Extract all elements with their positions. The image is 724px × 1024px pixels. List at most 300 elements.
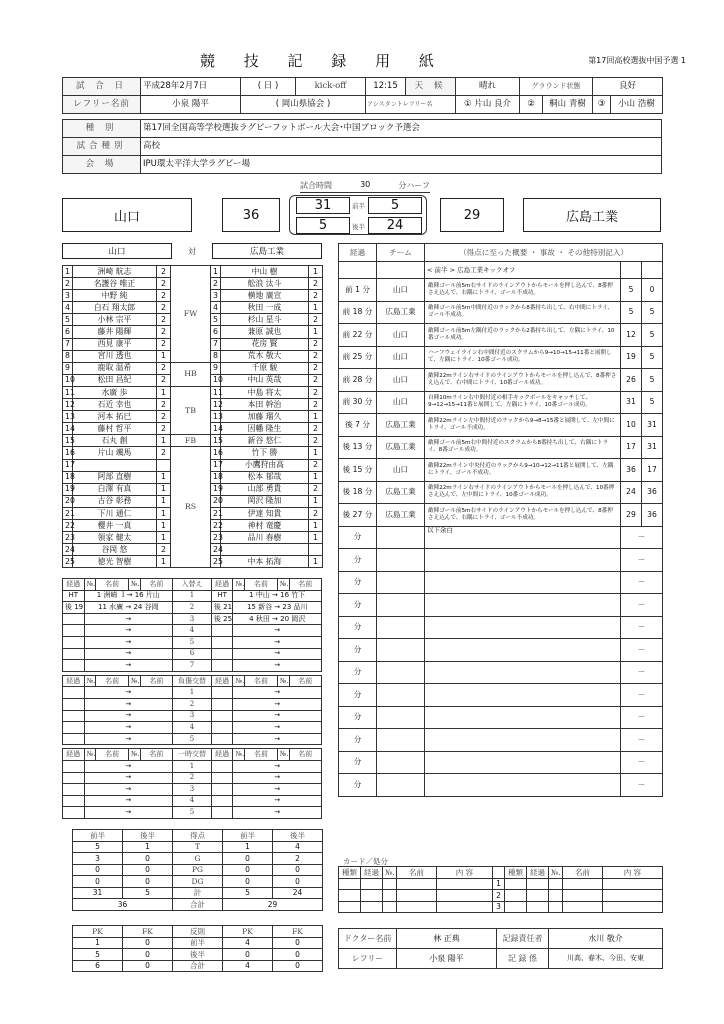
doctor-name: 林 正典 (397, 929, 497, 949)
log-row (339, 504, 663, 527)
home-player-number: 18 (63, 471, 73, 483)
sub-time (63, 687, 85, 699)
away-player-number: 23 (211, 532, 221, 544)
sub-players-away: → (233, 795, 322, 807)
tally-total-away: 29 (223, 899, 323, 911)
sub-header-cell: 名前 (289, 579, 321, 591)
date-label: 試 合 日 (63, 78, 141, 96)
away-player-number: 25 (211, 556, 221, 568)
away-player-name: 中山 英哉 (221, 374, 309, 386)
tally-cell-k: 計 (173, 887, 223, 899)
away-player-number: 3 (211, 290, 221, 302)
log-time: 後 18 分 (339, 481, 377, 504)
log-row (339, 279, 663, 302)
penalty-tally (72, 925, 323, 972)
referee-value: 小泉 陽平 (141, 96, 241, 114)
log-event: 自陣10mライン右中間付近の相手キックボールをキャッチして、9→12→15→11番と展開して、左隅にトライ、10番ゴール成功。 (425, 391, 621, 414)
sub-row (63, 602, 322, 614)
pk-cell-k: 後半 (173, 949, 223, 961)
tally-cell-c: 0 (223, 876, 273, 888)
tally-row (73, 841, 323, 853)
log-blank-team (377, 774, 425, 797)
away-player-grade: 2 (309, 507, 323, 519)
sub-index: 2 (173, 698, 212, 710)
log-event: 敵陣22mライン右サイドのラインアウトからモールを押し込んで、8番押さえ込んで、右中間にトライ、10番ゴール成功。 (425, 369, 621, 392)
cards-cell (549, 878, 563, 890)
sub-players-home: → (84, 660, 172, 672)
injury-table (62, 675, 322, 746)
sub-time (63, 648, 85, 660)
sub-header-cell: №. (277, 749, 289, 761)
home-player-name: 石近 幸也 (73, 399, 157, 411)
home-player-grade (157, 459, 171, 471)
away-player-number: 22 (211, 519, 221, 531)
log-time: 前 28 分 (339, 369, 377, 392)
replacement-table (62, 578, 322, 672)
away-player-number: 15 (211, 435, 221, 447)
sub-header-cell: №. (84, 579, 96, 591)
away-player-number: 2 (211, 278, 221, 290)
log-row-blank (339, 594, 663, 617)
log-time: 前 25 分 (339, 346, 377, 369)
roster-away-title: 広島工業 (212, 243, 322, 259)
page-title: 競 技 記 録 用 紙 (200, 52, 446, 70)
sub-players-away: → (233, 733, 322, 745)
log-score-home: 10 (621, 414, 642, 437)
log-team: 山口 (377, 391, 425, 414)
home-player-grade: 1 (157, 556, 171, 568)
away-player-name: 新谷 悠仁 (221, 435, 309, 447)
away-player-name: 神村 竜慶 (221, 519, 309, 531)
match-type-value: 高校 (141, 138, 662, 156)
log-blank-team (377, 684, 425, 707)
log-blank-minute: 分 (339, 571, 377, 594)
away-player-name: 本田 幹治 (221, 399, 309, 411)
log-blank-minute: 分 (339, 616, 377, 639)
sub-players-home: → (84, 636, 172, 648)
log-time: 前 1 分 (339, 279, 377, 302)
log-team-cell (377, 262, 425, 279)
sub-time (63, 660, 85, 672)
sub-header-cell: №. (233, 579, 245, 591)
log-score-away: 31 (642, 436, 663, 459)
home-player-grade: 2 (157, 326, 171, 338)
home-player-name: 阿部 直樹 (73, 471, 157, 483)
home-player-grade: 1 (157, 519, 171, 531)
log-time: 前 18 分 (339, 301, 377, 324)
cards-title: カード／処分 (343, 857, 388, 866)
sub-row (63, 760, 322, 772)
home-player-grade: 2 (157, 302, 171, 314)
pk-cell-b: 0 (123, 937, 173, 949)
sub-players-away: → (233, 636, 322, 648)
h2-home-score: 5 (296, 217, 350, 234)
away-player-name: 山部 勇貴 (221, 483, 309, 495)
match-time-minutes: 30 (360, 180, 371, 189)
home-player-grade: 1 (157, 483, 171, 495)
roster-vs: 対 (188, 247, 196, 256)
cards-cell (339, 901, 361, 913)
home-player-name: 藤井 陽輝 (73, 326, 157, 338)
ar2-name: 桐山 青樹 (543, 96, 593, 114)
sub-players-home: → (84, 772, 172, 784)
keeper-label: 記 録 係 (497, 949, 549, 969)
log-event: 敵陣ゴール前5m左隅付近のラックから2番持ち出して、左隅にトライ、10番ゴール成功。 (425, 324, 621, 347)
log-blank-dash: － (621, 639, 663, 662)
sub-players-away: → (233, 784, 322, 796)
log-score-away: 31 (642, 414, 663, 437)
cards-row-number: 3 (493, 901, 505, 913)
tally-header: 後半 (273, 830, 323, 842)
sub-header-cell: 経過 (211, 675, 233, 687)
sub-players-away: → (233, 698, 322, 710)
away-player-number: 24 (211, 544, 221, 556)
log-home-cell (621, 262, 642, 279)
log-team: 広島工業 (377, 414, 425, 437)
venue-value: IPU環太平洋大学ラグビー場 (141, 156, 662, 174)
away-player-grade: 1 (309, 302, 323, 314)
home-player-number: 17 (63, 459, 73, 471)
away-player-grade: 2 (309, 483, 323, 495)
away-player-name (221, 544, 309, 556)
ar1-name: 片山 良介 (474, 99, 512, 110)
log-score-home: 24 (621, 481, 642, 504)
cards-cell (397, 890, 437, 902)
cards-cell (397, 878, 437, 890)
sub-players-home: → (84, 648, 172, 660)
sub-index: 5 (173, 807, 212, 819)
away-player-grade: 2 (309, 314, 323, 326)
sub-time (63, 636, 85, 648)
officials-table (338, 928, 663, 969)
log-row-blank (339, 729, 663, 752)
home-player-grade: 2 (157, 374, 171, 386)
sub-index: 7 (173, 660, 212, 672)
log-event: ハーフウェイライン右中間付近のスクラムから9→10→15→11番と展開して、左隅にトライ、10番ゴール成功。 (425, 346, 621, 369)
log-blank-event (425, 751, 621, 774)
association: ( 岡山県協会 ) (241, 96, 366, 114)
ar3-no: ③ (593, 96, 611, 114)
sub-players-home: → (84, 795, 172, 807)
away-player-name: 竹下 勝 (221, 447, 309, 459)
home-player-number: 10 (63, 374, 73, 386)
cards-header: 名前 (563, 867, 603, 879)
sub-header-cell: 名前 (289, 675, 321, 687)
sub-time-away (211, 660, 233, 672)
tally-cell-b: 5 (123, 887, 173, 899)
sub-time-away (211, 698, 233, 710)
pk-cell-c: 4 (223, 937, 273, 949)
roster-row (63, 362, 323, 374)
log-blank-minute: 分 (339, 549, 377, 572)
away-player-number: 6 (211, 326, 221, 338)
log-team: 広島工業 (377, 504, 425, 527)
cards-row (339, 901, 663, 913)
sub-header-cell: 経過 (63, 675, 85, 687)
tally-cell-a: 0 (73, 864, 123, 876)
log-row (339, 369, 663, 392)
log-row (339, 481, 663, 504)
log-score-home: 12 (621, 324, 642, 347)
log-blank-minute: 分 (339, 594, 377, 617)
cards-cell (603, 901, 663, 913)
away-player-grade: 1 (309, 556, 323, 568)
sub-time-away (211, 722, 233, 734)
home-player-grade: 1 (157, 471, 171, 483)
log-team: 広島工業 (377, 436, 425, 459)
away-player-name: 因幡 隆生 (221, 423, 309, 435)
h1-away-score: 5 (368, 197, 422, 214)
log-row (339, 324, 663, 347)
away-player-name: 兼原 誠也 (221, 326, 309, 338)
away-player-name: 品川 春樹 (221, 532, 309, 544)
cards-cell (397, 901, 437, 913)
away-player-grade: 1 (309, 471, 323, 483)
away-player-name: 中本 拓海 (221, 556, 309, 568)
away-player-grade: 2 (309, 423, 323, 435)
sub-time: 後 19 (63, 602, 85, 614)
log-blank-minute: 分 (339, 774, 377, 797)
away-player-grade: 2 (309, 374, 323, 386)
log-score-home: 17 (621, 436, 642, 459)
final-referee-label: レフリー (339, 949, 397, 969)
home-player-name: 白澤 有真 (73, 483, 157, 495)
h2-away-score: 24 (368, 217, 422, 234)
day-value: ( 日 ) (241, 78, 296, 96)
tally-cell-k: G (173, 853, 223, 865)
home-player-grade: 2 (157, 447, 171, 459)
tally-cell-c: 1 (223, 841, 273, 853)
recorder-label: 記録責任者 (497, 929, 549, 949)
position-label: FW (171, 266, 211, 363)
tally-header: 得点 (173, 830, 223, 842)
cards-cell (563, 890, 603, 902)
sub-header-cell: №. (84, 749, 96, 761)
sub-players-home: → (84, 733, 172, 745)
cards-row-number: 2 (493, 890, 505, 902)
away-player-name: 秋田 一成 (221, 302, 309, 314)
log-row-blank (339, 571, 663, 594)
tally-cell-b: 0 (123, 864, 173, 876)
cards-cell (549, 901, 563, 913)
away-player-number: 21 (211, 507, 221, 519)
pk-cell-k: 前半 (173, 937, 223, 949)
home-team-box: 山口 (62, 198, 192, 232)
home-player-name: 谷岡 悠 (73, 544, 157, 556)
home-player-name (73, 459, 157, 471)
home-player-number: 12 (63, 399, 73, 411)
home-player-grade: 2 (157, 266, 171, 278)
log-team: 山口 (377, 369, 425, 392)
log-row-blank (339, 706, 663, 729)
log-score-away: 0 (642, 279, 663, 302)
log-score-home: 29 (621, 504, 642, 527)
home-player-name: 藤村 哲平 (73, 423, 157, 435)
cards-cell (339, 878, 361, 890)
ground-value: 良好 (593, 78, 663, 96)
log-row (339, 459, 663, 482)
date-value: 平成28年2月7日 (141, 78, 241, 96)
ar1 (456, 96, 520, 114)
sub-time-away (211, 784, 233, 796)
home-player-number: 23 (63, 532, 73, 544)
pk-header: FK (273, 926, 323, 938)
log-event: 敵陣ゴール前5m右中間付近のスクラムから8番持ち出して、右隅にトライ、8番ゴール成功。 (425, 436, 621, 459)
cards-cell (603, 878, 663, 890)
away-player-grade: 2 (309, 338, 323, 350)
tally-cell-c: 0 (223, 864, 273, 876)
sub-time (63, 722, 85, 734)
home-player-name: 中野 純 (73, 290, 157, 302)
away-player-name: 小鷹狩由高 (221, 459, 309, 471)
tally-cell-a: 31 (73, 887, 123, 899)
log-blank-minute: 分 (339, 751, 377, 774)
sub-players-away: 4 秋田 → 20 岡沢 (233, 613, 322, 625)
home-player-name: 宮川 透也 (73, 350, 157, 362)
home-player-name: 河本 拓巳 (73, 411, 157, 423)
away-team-box: 広島工業 (523, 198, 661, 232)
home-player-name: 櫻井 一真 (73, 519, 157, 531)
ar-label: アシスタントレフリー名 (366, 96, 456, 114)
tally-row (73, 887, 323, 899)
sub-time-away (211, 625, 233, 637)
roster-row (63, 435, 323, 447)
home-player-number: 1 (63, 266, 73, 278)
home-player-grade: 2 (157, 290, 171, 302)
venue-label: 会 場 (63, 156, 141, 174)
home-player-name: 西見 康平 (73, 338, 157, 350)
away-player-number: 14 (211, 423, 221, 435)
log-blank-dash: － (621, 526, 663, 549)
away-player-grade: 1 (309, 495, 323, 507)
sub-header-cell: №. (128, 675, 140, 687)
keeper-names: 川高、春木、今田、安東 (549, 949, 663, 969)
log-score-away: 5 (642, 369, 663, 392)
ar1-no: ① (463, 99, 472, 110)
log-time: 後 15 分 (339, 459, 377, 482)
log-blank-minute: 分 (339, 639, 377, 662)
sub-index: 2 (173, 602, 212, 614)
log-score-home: 31 (621, 391, 642, 414)
log-header-time: 経過 (339, 244, 377, 262)
roster-table (62, 265, 323, 568)
home-player-number: 15 (63, 435, 73, 447)
home-player-name: 古谷 彰務 (73, 495, 157, 507)
sub-row (63, 807, 322, 819)
home-player-number: 16 (63, 447, 73, 459)
away-player-grade: 1 (309, 266, 323, 278)
cards-header: 種類 (505, 867, 527, 879)
sub-time-away (211, 733, 233, 745)
sub-header-cell: 名前 (96, 675, 128, 687)
tally-cell-d: 2 (273, 853, 323, 865)
sub-players-home: → (84, 687, 172, 699)
cards-header: №. (549, 867, 563, 879)
match-number: 第17回高校選抜中国予選 1 (588, 56, 686, 65)
away-player-name: 加藤 瑠久 (221, 411, 309, 423)
cards-row (339, 890, 663, 902)
sub-header-cell: №. (277, 675, 289, 687)
home-player-grade: 2 (157, 362, 171, 374)
away-player-grade: 1 (309, 326, 323, 338)
cards-cell (505, 901, 527, 913)
log-time: 後 13 分 (339, 436, 377, 459)
log-blank-event (425, 661, 621, 684)
match-time (300, 180, 430, 193)
cards-cell (361, 890, 383, 902)
final-referee-name: 小泉 陽平 (397, 949, 497, 969)
home-player-name: 白石 翔太郎 (73, 302, 157, 314)
away-player-number: 18 (211, 471, 221, 483)
log-blank-minute: 分 (339, 526, 377, 549)
log-time-cell (339, 262, 377, 279)
away-player-name: 荒木 敬大 (221, 350, 309, 362)
away-player-number: 13 (211, 411, 221, 423)
away-player-name: 伊達 知貴 (221, 507, 309, 519)
sub-players-home: 1 洲崎 ｌ→ 16 片山 (84, 590, 172, 602)
sub-row (63, 660, 322, 672)
home-player-number: 22 (63, 519, 73, 531)
log-blank-event (425, 571, 621, 594)
home-player-grade: 1 (157, 495, 171, 507)
tally-header: 前半 (73, 830, 123, 842)
sub-index: 3 (173, 710, 212, 722)
roster-home-title: 山口 (62, 243, 172, 259)
second-half-label: 後半 (352, 223, 365, 231)
cards-cell (339, 890, 361, 902)
sub-header-cell: 名前 (245, 579, 277, 591)
home-player-name: 水廣 歩 (73, 386, 157, 398)
sub-row (63, 710, 322, 722)
kickoff-label: kick-off (296, 78, 366, 96)
home-player-name: 松田 昌紀 (73, 374, 157, 386)
away-player-name: 横地 廣宣 (221, 290, 309, 302)
cards-cell (383, 890, 397, 902)
position-label: TB (171, 386, 211, 434)
sub-header-cell: 経過 (63, 749, 85, 761)
cards-header: 経過 (527, 867, 549, 879)
sub-index: 4 (173, 625, 212, 637)
weather-label: 天 候 (406, 78, 456, 96)
cards-cell (527, 890, 549, 902)
log-score-home: 36 (621, 459, 642, 482)
sub-header-cell: 名前 (96, 749, 128, 761)
home-player-number: 13 (63, 411, 73, 423)
sub-row (63, 722, 322, 734)
ar3-name: 小山 浩樹 (611, 96, 663, 114)
cards-cell (527, 901, 549, 913)
sub-index: 5 (173, 636, 212, 648)
sub-time (63, 784, 85, 796)
home-player-grade: 1 (157, 507, 171, 519)
log-blank-dash: － (621, 661, 663, 684)
log-score-home: 19 (621, 346, 642, 369)
cards-cell (383, 901, 397, 913)
sub-time-away (211, 636, 233, 648)
log-blank-event (425, 774, 621, 797)
sub-time-away (211, 687, 233, 699)
sub-players-away: → (233, 660, 322, 672)
sub-header-cell: №. (128, 579, 140, 591)
log-blank-dash: － (621, 594, 663, 617)
kickoff-note: < 前半 > 広島工業キックオフ (425, 262, 621, 279)
pk-row (73, 960, 323, 972)
away-player-name: 松本 郁哉 (221, 471, 309, 483)
home-player-number: 4 (63, 302, 73, 314)
sub-players-away: → (233, 760, 322, 772)
log-score-away: 5 (642, 324, 663, 347)
h1-home-score: 31 (296, 197, 350, 214)
